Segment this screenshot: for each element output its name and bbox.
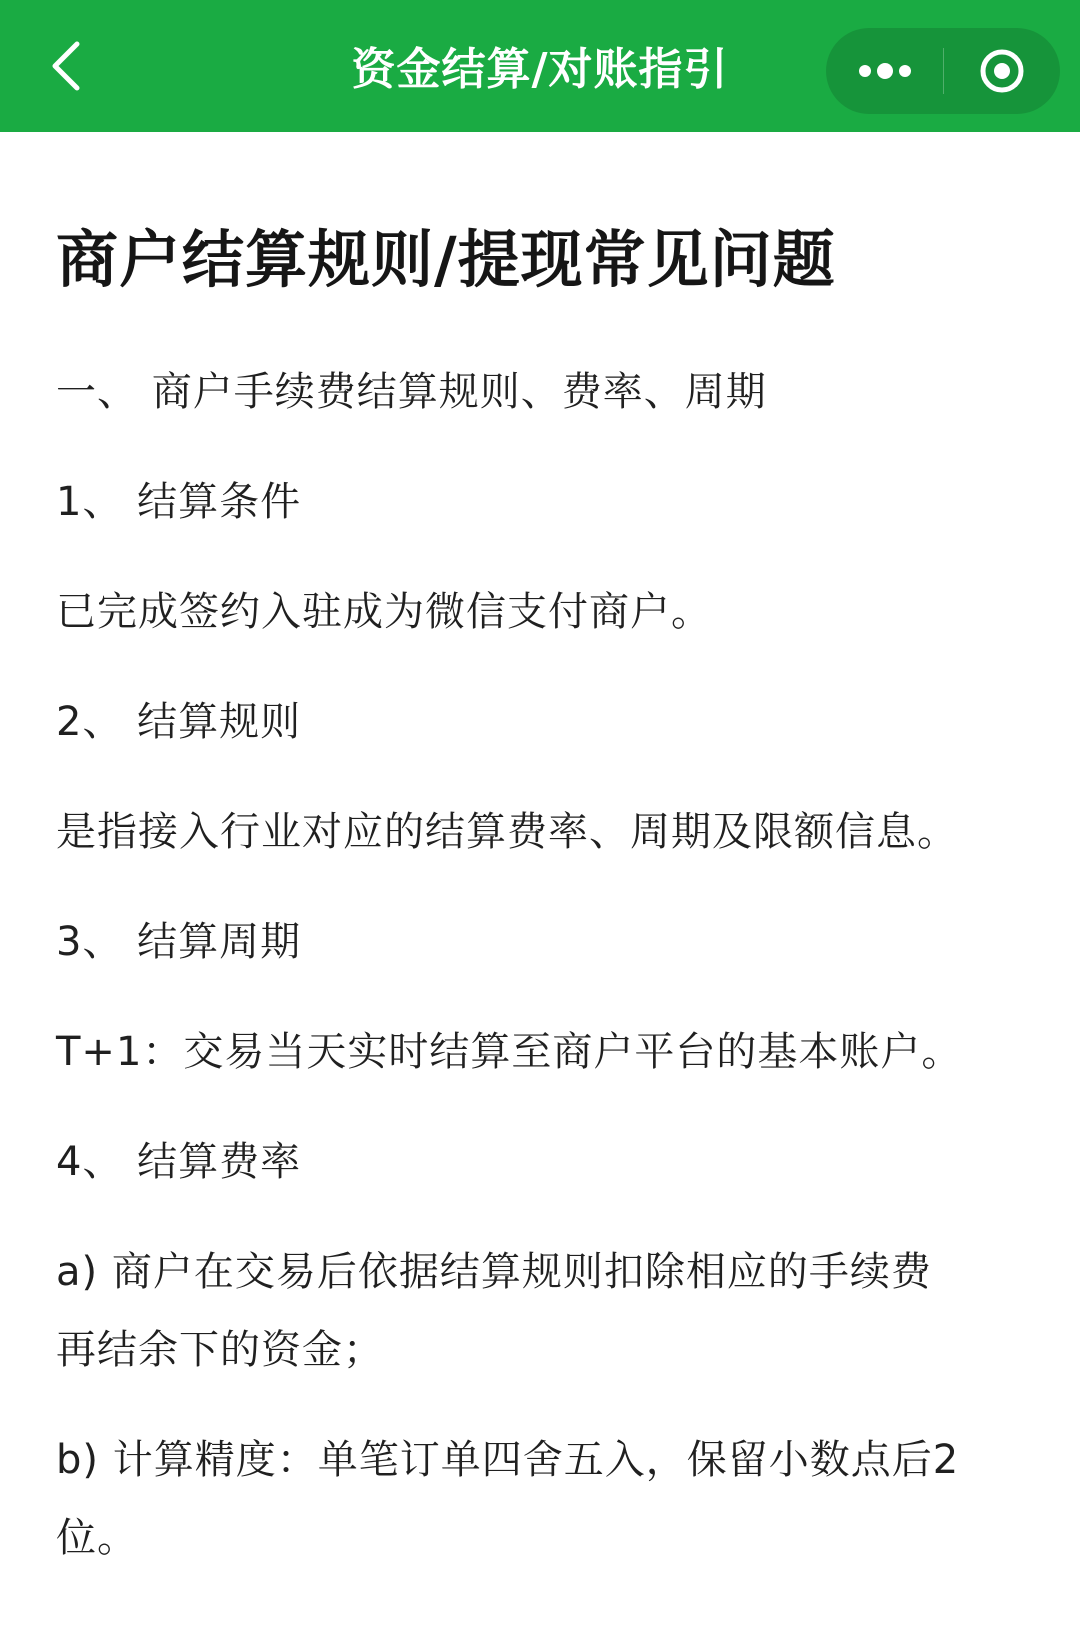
- mini-program-capsule: [826, 28, 1060, 114]
- section-title: 一、 商户手续费结算规则、费率、周期: [56, 369, 767, 415]
- paragraph-line: 位。: [56, 1515, 138, 1561]
- paragraph: T+1：交易当天实时结算至商户平台的基本账户。: [56, 1029, 963, 1075]
- back-button[interactable]: [36, 36, 96, 96]
- paragraph-line: b) 计算精度：单笔订单四舍五入，保留小数点后2: [56, 1437, 960, 1483]
- target-close-icon: [978, 47, 1026, 95]
- subsection-title: 3、 结算周期: [56, 919, 302, 965]
- close-button[interactable]: [943, 28, 1060, 114]
- subsection-title: 4、 结算费率: [56, 1139, 302, 1185]
- article-heading: 商户结算规则/提现常见问题: [56, 223, 836, 296]
- chevron-left-icon: [49, 40, 83, 92]
- paragraph: 已完成签约入驻成为微信支付商户。: [56, 589, 712, 635]
- more-dots-icon: [857, 61, 913, 81]
- paragraph: 是指接入行业对应的结算费率、周期及限额信息。: [56, 809, 958, 855]
- subsection-title: 1、 结算条件: [56, 479, 302, 525]
- paragraph-line: 再结余下的资金；: [56, 1327, 384, 1373]
- navigation-bar: [0, 0, 1080, 132]
- paragraph-line: a) 商户在交易后依据结算规则扣除相应的手续费: [56, 1249, 932, 1295]
- subsection-title: 2、 结算规则: [56, 699, 302, 745]
- page-title: 资金结算/对账指引: [351, 44, 729, 95]
- more-button[interactable]: [826, 28, 943, 114]
